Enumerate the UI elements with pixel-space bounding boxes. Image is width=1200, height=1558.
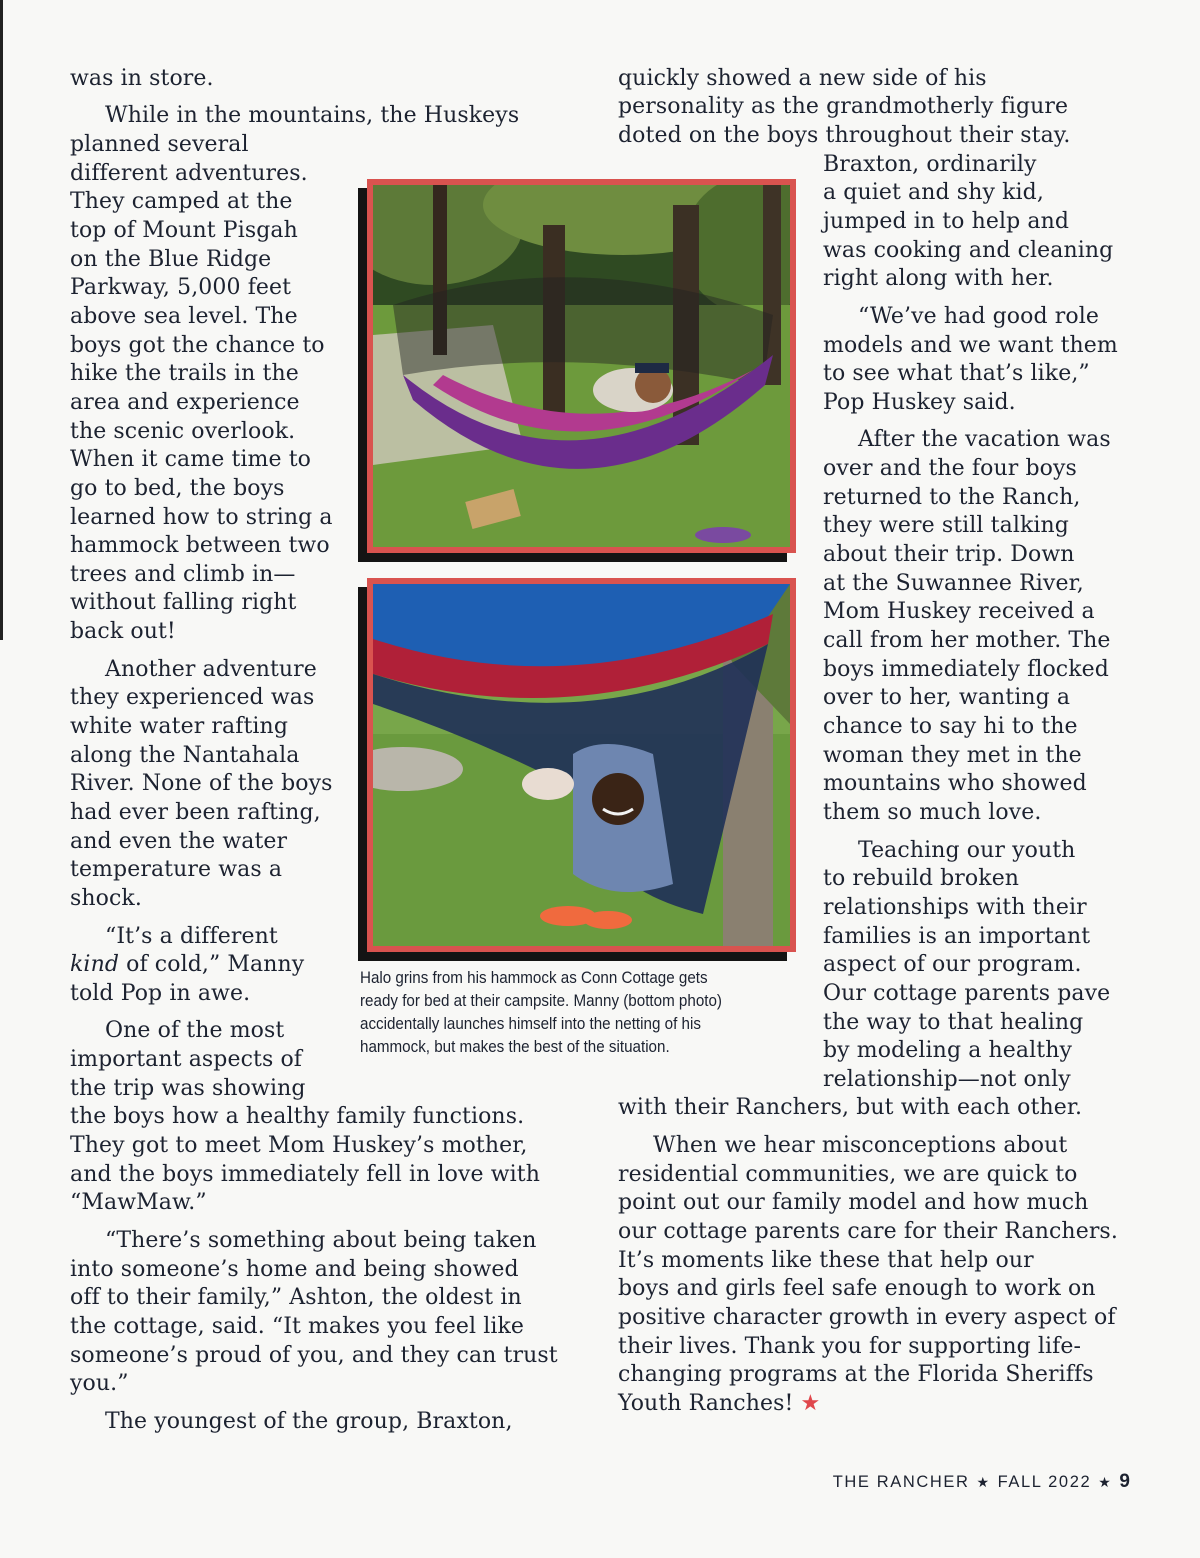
- text-line: Another adventure: [105, 657, 317, 682]
- text-line: the scenic overlook.: [70, 419, 296, 444]
- end-star-icon: ★: [800, 1391, 821, 1416]
- text-line: hike the trails in the: [70, 361, 299, 386]
- text-line: go to bed, the boys: [70, 476, 285, 501]
- text-line: the trip was showing: [70, 1076, 306, 1101]
- star-separator-icon: ★: [1098, 1474, 1113, 1490]
- text-line: along the Nantahala: [70, 743, 300, 768]
- text-line: boys immediately flocked: [823, 657, 1109, 682]
- hammock-photo-illustration: [373, 185, 790, 547]
- text-line: When we hear misconceptions about: [653, 1133, 1068, 1158]
- text-line: right along with her.: [823, 266, 1054, 291]
- text-line: Braxton, ordinarily: [823, 152, 1037, 177]
- text-line: by modeling a healthy: [823, 1038, 1073, 1063]
- text-line: residential communities, we are quick to: [618, 1162, 1078, 1187]
- text-line: call from her mother. The: [823, 628, 1111, 653]
- text-line: When it came time to: [70, 447, 311, 472]
- text-line: aspect of our program.: [823, 952, 1082, 977]
- text-line: white water rafting: [70, 714, 289, 739]
- text-line: Teaching our youth: [858, 838, 1076, 863]
- text-line: their lives. Thank you for supporting life-: [618, 1334, 1082, 1359]
- text-line: to see what that’s like,”: [823, 361, 1090, 386]
- text-line: mountains who showed: [823, 771, 1087, 796]
- text-line: trees and climb in—: [70, 562, 296, 587]
- text-line: boys and girls feel safe enough to work on: [618, 1276, 1096, 1301]
- text-fragment: Youth Ranches!: [618, 1391, 794, 1416]
- text-line: you.”: [70, 1371, 129, 1396]
- text-line: without falling right: [70, 590, 297, 615]
- text-line: above sea level. The: [70, 304, 298, 329]
- magazine-name: THE RANCHER: [832, 1473, 970, 1491]
- text-line: It’s moments like these that help our: [618, 1248, 1034, 1273]
- text-line: One of the most: [105, 1018, 285, 1043]
- text-line: different adventures.: [70, 161, 308, 186]
- text-line: jumped in to help and: [823, 209, 1070, 234]
- caption-line: accidentally launches himself into the netting of his: [360, 1015, 701, 1033]
- text-line: they experienced was: [70, 685, 315, 710]
- text-line: changing programs at the Florida Sheriffs: [618, 1362, 1094, 1387]
- caption-line: ready for bed at their campsite. Manny (bottom photo): [360, 992, 722, 1010]
- text-line: and the boys immediately fell in love with: [70, 1162, 540, 1187]
- text-line: learned how to string a: [70, 505, 333, 530]
- text-line: chance to say hi to the: [823, 714, 1078, 739]
- text-line: a quiet and shy kid,: [823, 180, 1044, 205]
- text-line: “We’ve had good role: [858, 304, 1099, 329]
- text-line: shock.: [70, 886, 142, 911]
- text-line: They camped at the: [70, 189, 293, 214]
- text-line: The youngest of the group, Braxton,: [105, 1409, 513, 1434]
- text-line: planned several: [70, 132, 249, 157]
- text-line: over to her, wanting a: [823, 685, 1071, 710]
- text-line: While in the mountains, the Huskeys: [105, 103, 520, 128]
- text-line: the boys how a healthy family functions.: [70, 1104, 525, 1129]
- text-line: boys got the chance to: [70, 333, 325, 358]
- text-line: returned to the Ranch,: [823, 485, 1081, 510]
- text-line: River. None of the boys: [70, 771, 333, 796]
- star-separator-icon: ★: [976, 1474, 991, 1490]
- page-edge-bar: [0, 0, 3, 640]
- caption-line: Halo grins from his hammock as Conn Cottage gets: [360, 969, 708, 987]
- netting-photo-illustration: [373, 584, 790, 946]
- text-line: over and the four boys: [823, 456, 1077, 481]
- text-line: “MawMaw.”: [70, 1190, 207, 1215]
- text-line: point out our family model and how much: [618, 1190, 1089, 1215]
- text-line: They got to meet Mom Huskey’s mother,: [70, 1133, 528, 1158]
- text-line: [70, 951, 304, 980]
- text-line: doted on the boys throughout their stay.: [618, 123, 1071, 148]
- text-line: at the Suwannee River,: [823, 571, 1084, 596]
- text-line: “There’s something about being taken: [105, 1228, 537, 1253]
- text-line: woman they met in the: [823, 743, 1082, 768]
- text-line: and even the water: [70, 829, 288, 854]
- photo-halo-hammock: [367, 179, 796, 553]
- text-line: [618, 1390, 820, 1419]
- text-line: area and experience: [70, 390, 300, 415]
- text-line: about their trip. Down: [823, 542, 1075, 567]
- page-number: 9: [1119, 1471, 1130, 1492]
- text-line: personality as the grandmotherly figure: [618, 94, 1069, 119]
- text-line: our cottage parents care for their Ranchers.: [618, 1219, 1118, 1244]
- text-line: into someone’s home and being showed: [70, 1257, 519, 1282]
- issue-label: FALL 2022: [997, 1473, 1092, 1491]
- text-line: temperature was a: [70, 857, 283, 882]
- text-line: on the Blue Ridge: [70, 247, 272, 272]
- text-line: “It’s a different: [105, 924, 278, 949]
- text-line: with their Ranchers, but with each other.: [618, 1095, 1083, 1120]
- text-line: Mom Huskey received a: [823, 599, 1095, 624]
- text-line: Our cottage parents pave: [823, 981, 1111, 1006]
- text-line: After the vacation was: [858, 427, 1111, 452]
- text-line: important aspects of: [70, 1047, 303, 1072]
- text-line: the way to that healing: [823, 1010, 1084, 1035]
- caption-line: hammock, but makes the best of the situation.: [360, 1038, 670, 1056]
- text-line: models and we want them: [823, 333, 1118, 358]
- text-line: they were still talking: [823, 513, 1069, 538]
- text-line: top of Mount Pisgah: [70, 218, 298, 243]
- page-footer: [833, 1471, 1130, 1493]
- text-line: off to their family,” Ashton, the oldest in: [70, 1285, 522, 1310]
- text-line: someone’s proud of you, and they can trust: [70, 1343, 558, 1368]
- text-line: quickly showed a new side of his: [618, 66, 987, 91]
- text-line: relationship—not only: [823, 1067, 1071, 1092]
- text-line: Parkway, 5,000 feet: [70, 275, 292, 300]
- photo-manny-netting: [367, 578, 796, 952]
- text-line: positive character growth in every aspect of: [618, 1305, 1116, 1330]
- text-line: told Pop in awe.: [70, 981, 251, 1006]
- text-line: the cottage, said. “It makes you feel like: [70, 1314, 525, 1339]
- text-line: families is an important: [823, 924, 1091, 949]
- text-line: was cooking and cleaning: [823, 238, 1114, 263]
- text-line: had ever been rafting,: [70, 800, 321, 825]
- text-line: was in store.: [70, 66, 214, 91]
- text-line: Pop Huskey said.: [823, 390, 1016, 415]
- text-line: to rebuild broken: [823, 866, 1020, 891]
- emphasis-text: kind: [70, 952, 120, 977]
- text-line: hammock between two: [70, 533, 330, 558]
- text-line: relationships with their: [823, 895, 1087, 920]
- text-line: back out!: [70, 619, 176, 644]
- text-line: them so much love.: [823, 800, 1042, 825]
- text-fragment: of cold,” Manny: [126, 952, 305, 977]
